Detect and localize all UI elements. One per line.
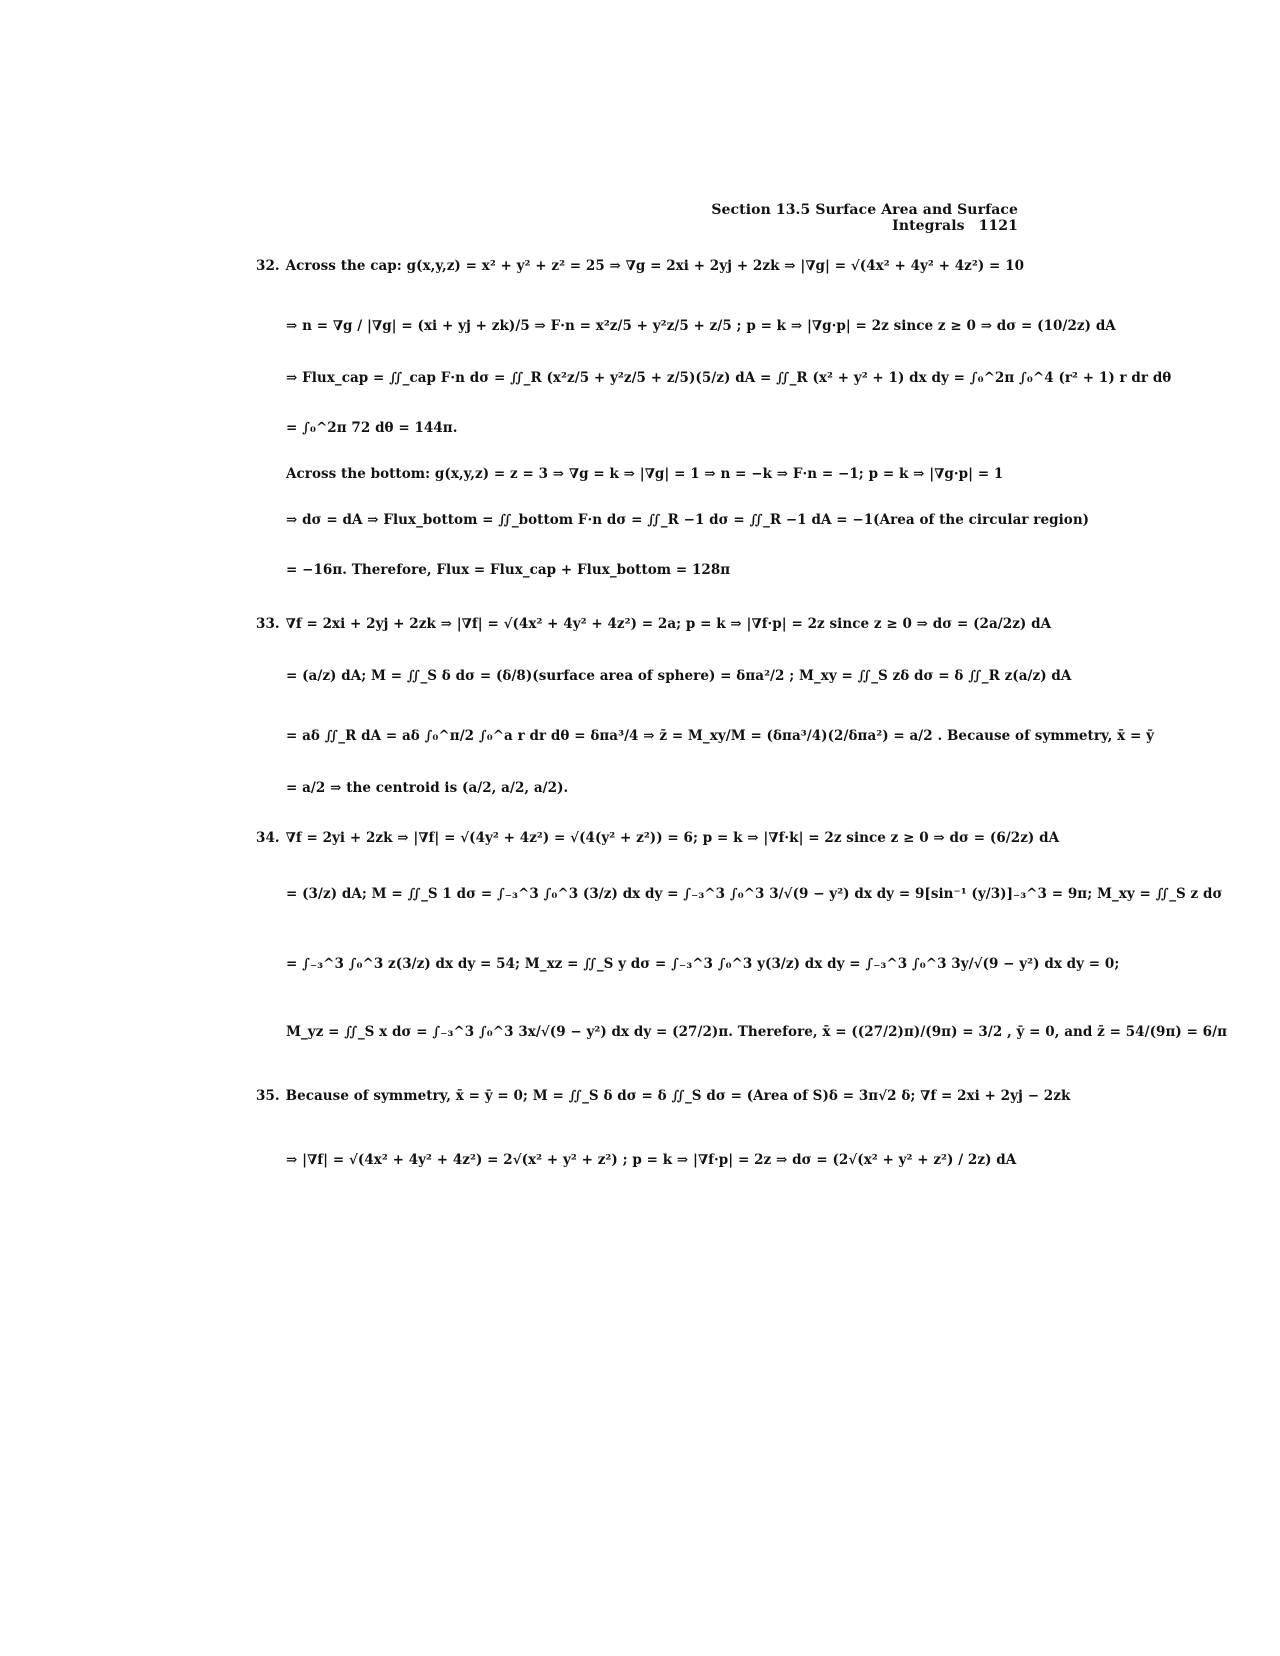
problem-number: 35. — [256, 1088, 280, 1104]
problem-32-line-7: = −16π. Therefore, Flux = Flux_cap + Flux_bottom = 128π — [286, 562, 731, 578]
problem-number: 33. — [256, 616, 280, 632]
equation-line: ∇f = 2xi + 2yj + 2zk ⇒ |∇f| = √(4x² + 4y² + 4z²) = 2a; p = k ⇒ |∇f·p| = 2z since z ≥ 0 ⇒ dσ = (2a/2z) dA — [285, 616, 1052, 632]
problem-number: 32. — [256, 258, 280, 274]
problem-34-line-2: = (3/z) dA; M = ∬_S 1 dσ = ∫₋₃^3 ∫₀^3 (3/z) dx dy = ∫₋₃^3 ∫₀^3 3/√(9 − y²) dx dy = 9[sin⁻¹ (y/3)]₋₃^3 = 9π; M_xy = ∬_S z dσ — [286, 886, 1223, 902]
equation-line: ∇f = 2yi + 2zk ⇒ |∇f| = √(4y² + 4z²) = √(4(y² + z²)) = 6; p = k ⇒ |∇f·k| = 2z since z ≥ 0 ⇒ dσ = (6/2z) dA — [285, 830, 1060, 846]
problem-32-line-4: = ∫₀^2π 72 dθ = 144π. — [286, 420, 458, 436]
problem-34-line-1 — [256, 830, 1059, 846]
equation-line: Because of symmetry, x̄ = ȳ = 0; M = ∬_S δ dσ = δ ∬_S dσ = (Area of S)δ = 3π√2 δ; ∇f = 2xi + 2yj − 2zk — [285, 1088, 1071, 1104]
problem-33-line-2: = (a/z) dA; M = ∬_S δ dσ = (δ/8)(surface area of sphere) = δπa²/2 ; M_xy = ∬_S zδ dσ = δ ∬_R z(a/z) dA — [286, 668, 1072, 684]
problem-33-line-4: = a/2 ⇒ the centroid is (a/2, a/2, a/2). — [286, 780, 569, 796]
problem-number: 34. — [256, 830, 280, 846]
problem-32-line-6: ⇒ dσ = dA ⇒ Flux_bottom = ∬_bottom F·n dσ = ∬_R −1 dσ = ∬_R −1 dA = −1(Area of the circular region) — [286, 512, 1090, 528]
problem-32-line-1 — [256, 258, 1024, 274]
section-title: Section 13.5 Surface Area and Surface Integrals — [711, 202, 1018, 234]
problem-35-line-2: ⇒ |∇f| = √(4x² + 4y² + 4z²) = 2√(x² + y² + z²) ; p = k ⇒ |∇f·p| = 2z ⇒ dσ = (2√(x² + y² + z²) / 2z) dA — [286, 1152, 1017, 1168]
problem-35-line-1 — [256, 1088, 1070, 1104]
problem-34-line-4: M_yz = ∬_S x dσ = ∫₋₃^3 ∫₀^3 3x/√(9 − y²) dx dy = (27/2)π. Therefore, x̄ = ((27/2)π)/(9π) = 3/2 , ȳ = 0, and z̄ = 54/(9π) = 6/π — [286, 1024, 1228, 1040]
running-header — [640, 202, 1018, 234]
problem-34-line-3: = ∫₋₃^3 ∫₀^3 z(3/z) dx dy = 54; M_xz = ∬_S y dσ = ∫₋₃^3 ∫₀^3 y(3/z) dx dy = ∫₋₃^3 ∫₀^3 3y/√(9 − y²) dx dy = 0; — [286, 956, 1120, 972]
problem-32-line-3: ⇒ Flux_cap = ∬_cap F·n dσ = ∬_R (x²z/5 + y²z/5 + z/5)(5/z) dA = ∬_R (x² + y² + 1) dx dy = ∫₀^2π ∫₀^4 (r² + 1) r dr dθ — [286, 370, 1172, 386]
equation-line: Across the cap: g(x,y,z) = x² + y² + z² = 25 ⇒ ∇g = 2xi + 2yj + 2zk ⇒ |∇g| = √(4x² + 4y² + 4z²) = 10 — [285, 258, 1025, 274]
problem-33-line-1 — [256, 616, 1051, 632]
problem-33-line-3: = aδ ∬_R dA = aδ ∫₀^π/2 ∫₀^a r dr dθ = δπa³/4 ⇒ z̄ = M_xy/M = (δπa³/4)(2/δπa²) = a/2 . Because of symmetry, x̄ = ȳ — [286, 728, 1154, 744]
problem-32-line-2: ⇒ n = ∇g / |∇g| = (xi + yj + zk)/5 ⇒ F·n = x²z/5 + y²z/5 + z/5 ; p = k ⇒ |∇g·p| = 2z since z ≥ 0 ⇒ dσ = (10/2z) dA — [286, 318, 1116, 334]
problem-32-line-5: Across the bottom: g(x,y,z) = z = 3 ⇒ ∇g = k ⇒ |∇g| = 1 ⇒ n = −k ⇒ F·n = −1; p = k ⇒ |∇g·p| = 1 — [286, 466, 1004, 482]
page-number: 1121 — [978, 218, 1018, 234]
